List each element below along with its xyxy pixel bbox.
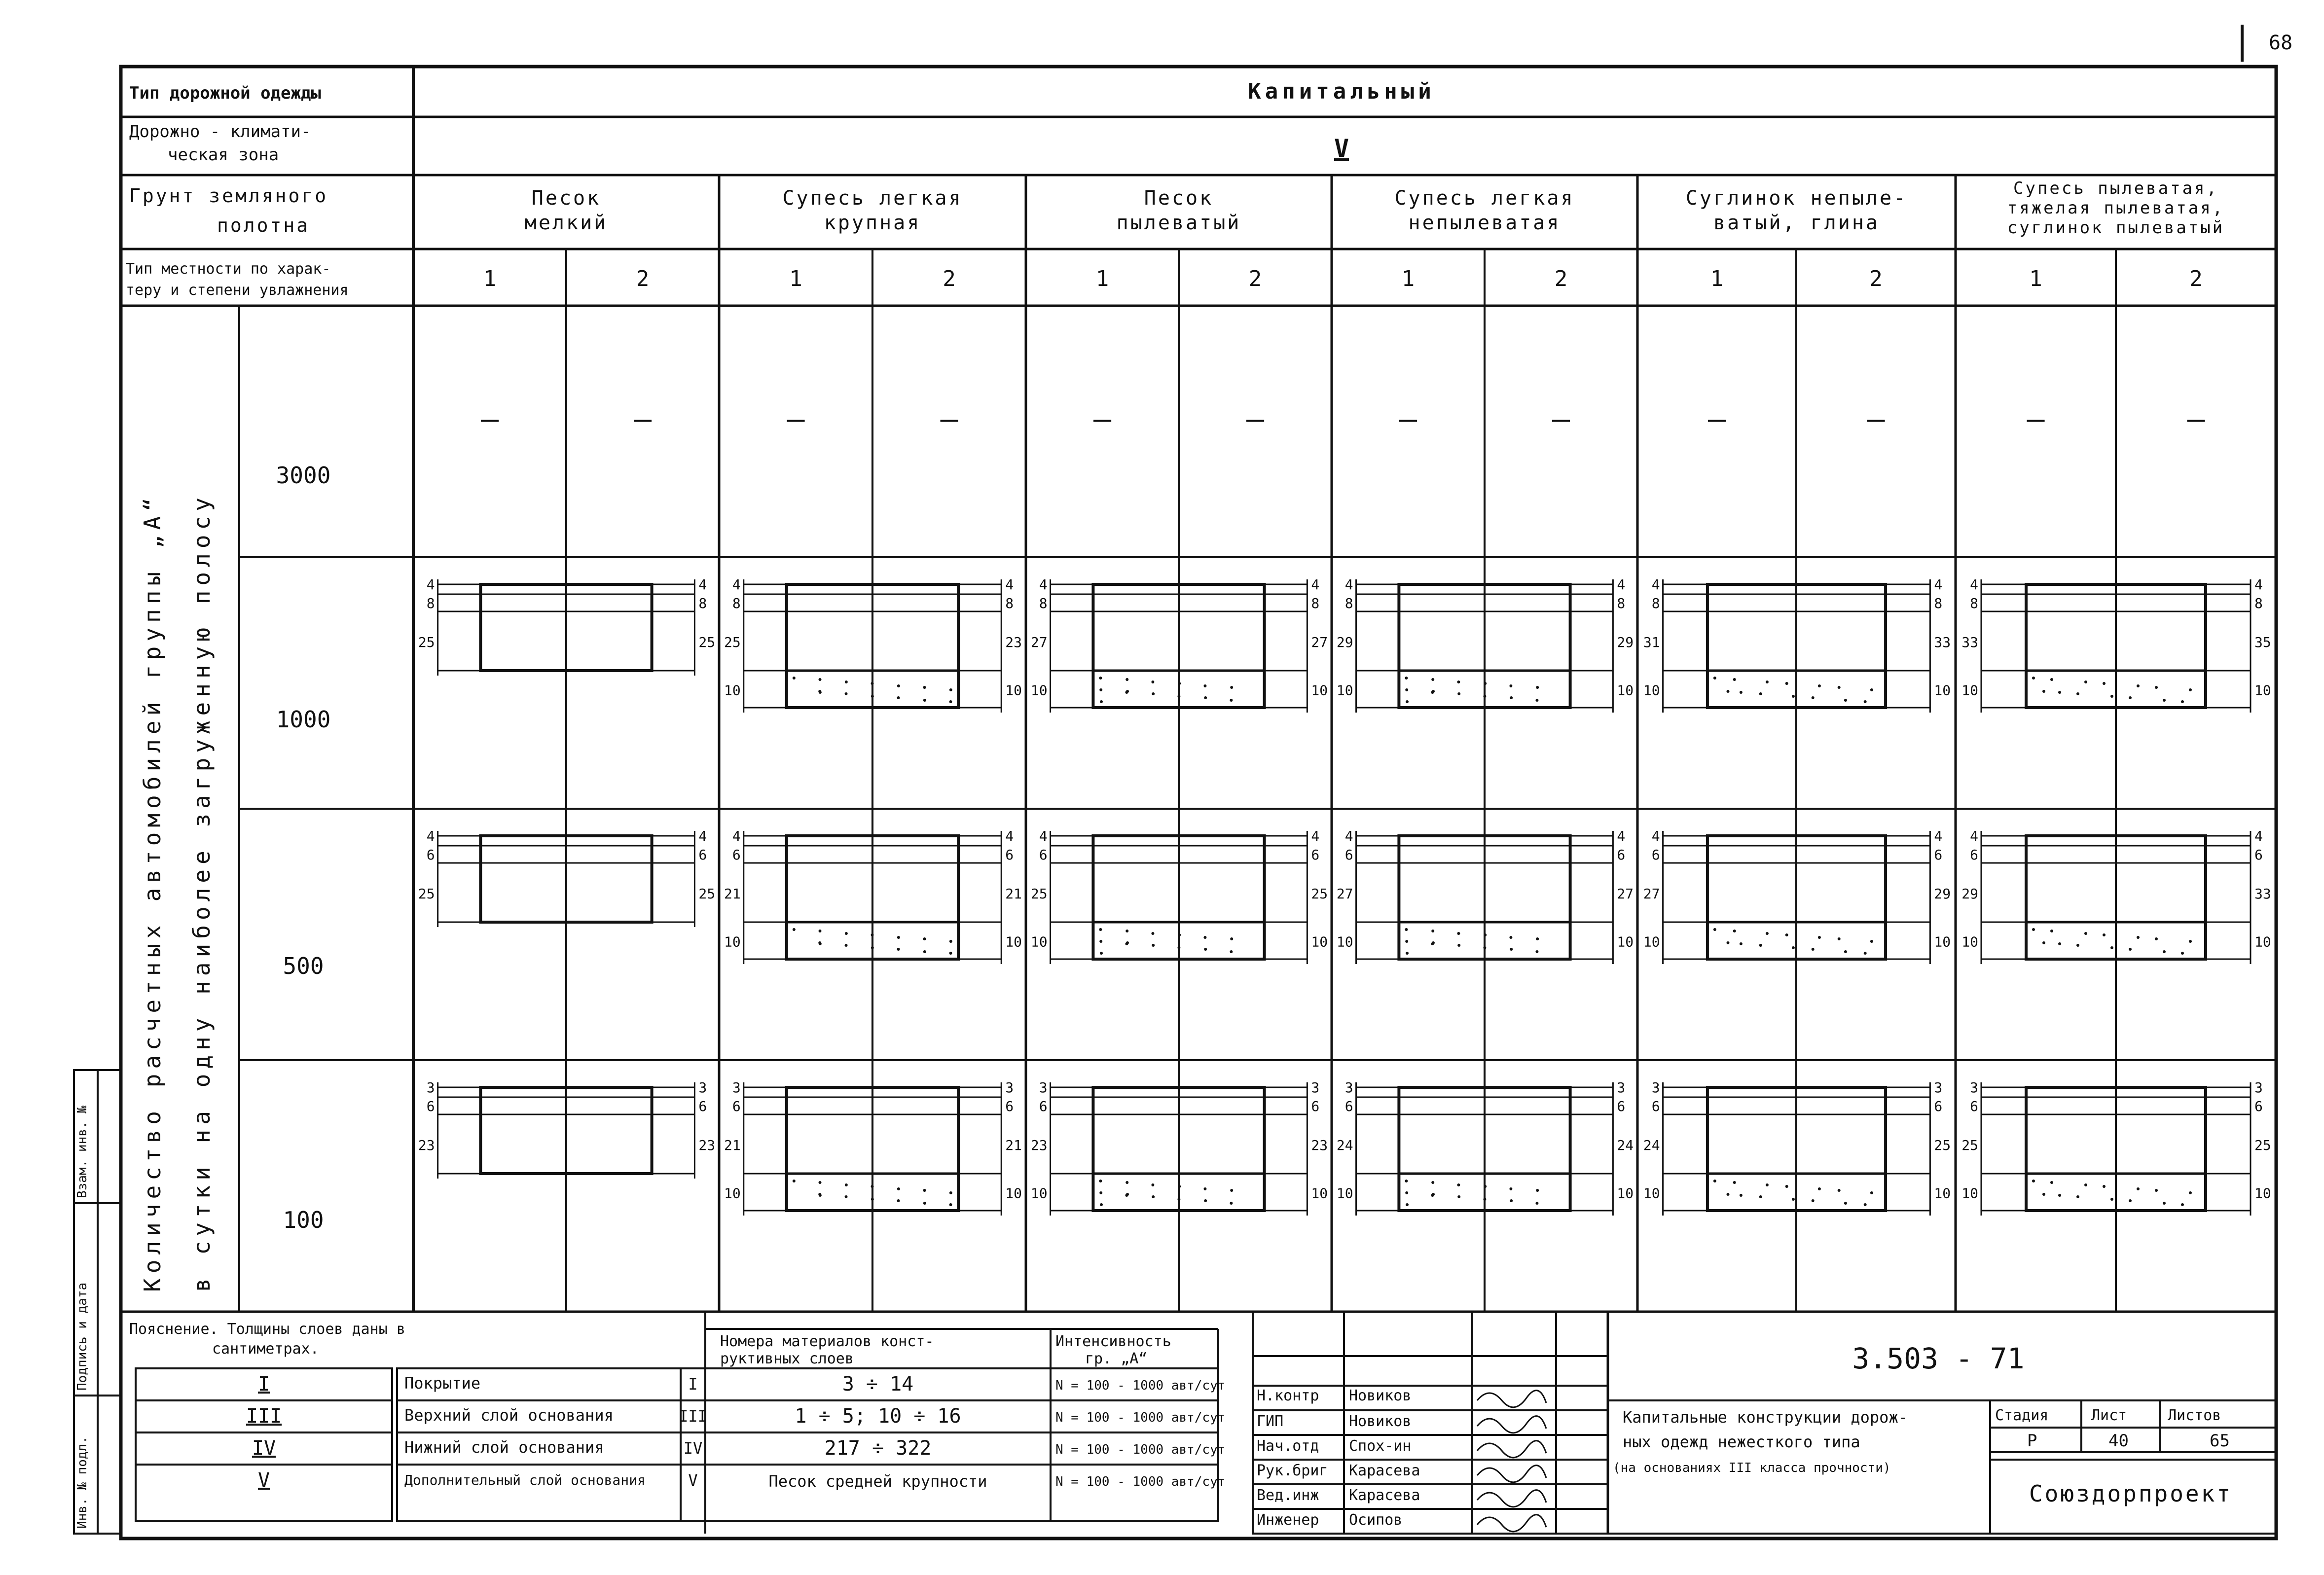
layer-thickness-left: 8 <box>426 595 435 611</box>
header-type-label: Тип дорожной одежды <box>129 83 321 103</box>
layer-thickness-left: 10 <box>1961 933 1978 950</box>
layer-thickness-left: 6 <box>1039 847 1048 863</box>
layer-thickness-left: 10 <box>1643 933 1660 950</box>
layer-thickness-right: 8 <box>698 595 707 611</box>
layer-name: Дополнительный слой основания <box>404 1472 646 1488</box>
header-terrain-label-1: Тип местности по харак- <box>126 260 331 278</box>
layer-thickness-left: 27 <box>1030 634 1048 650</box>
stamp-name: Новиков <box>1349 1387 1412 1404</box>
empty-dash: — <box>1093 402 1112 436</box>
margin-label: Подпись и дата <box>75 1282 90 1391</box>
margin-label: Инв. № подл. <box>75 1436 90 1529</box>
layer-thickness-right: 10 <box>1311 933 1328 950</box>
layer-thickness-left: 10 <box>1643 682 1660 699</box>
layer-thickness-left: 23 <box>418 1137 435 1153</box>
layer-thickness-right: 23 <box>1005 634 1022 650</box>
layer-thickness-right: 8 <box>1934 595 1943 611</box>
layer-thickness-right: 23 <box>1311 1137 1328 1153</box>
layer-roman: V <box>688 1471 698 1490</box>
layer-thickness-right: 4 <box>1617 576 1626 593</box>
stamp-role: Инженер <box>1257 1511 1319 1529</box>
layer-thickness-right: 6 <box>1005 847 1014 863</box>
layer-thickness-left: 25 <box>1030 886 1048 902</box>
layer-thickness-left: 10 <box>1961 1185 1978 1202</box>
layer-thickness-right: 25 <box>2254 1137 2271 1153</box>
layer-thickness-left: 10 <box>1336 1185 1353 1202</box>
layer-thickness-left: 29 <box>1961 886 1978 902</box>
layer-thickness-right: 8 <box>1617 595 1626 611</box>
layer-thickness-right: 6 <box>1005 1098 1014 1114</box>
layer-thickness-left: 4 <box>1344 828 1353 844</box>
layer-thickness-right: 4 <box>1311 828 1320 844</box>
soil-group-label: крупная <box>824 212 921 234</box>
layer-thickness-right: 10 <box>1934 682 1951 699</box>
layer-thickness-left: 31 <box>1643 634 1660 650</box>
note-line2: сантиметрах. <box>212 1340 319 1358</box>
layer-thickness-left: 4 <box>426 576 435 593</box>
layer-thickness-right: 10 <box>2254 1185 2271 1202</box>
layer-thickness-right: 21 <box>1005 886 1022 902</box>
layer-thickness-right: 24 <box>1617 1137 1634 1153</box>
title-line1: Капитальные конструкции дорож- <box>1623 1408 1908 1427</box>
layer-thickness-right: 10 <box>1934 1185 1951 1202</box>
stamp-name: Карасева <box>1349 1487 1420 1504</box>
layer-thickness-right: 21 <box>1005 1137 1022 1153</box>
empty-dash: — <box>2187 402 2205 436</box>
layer-thickness-right: 10 <box>1005 682 1022 699</box>
header-terrain-label-2: теру и степени увлажнения <box>126 282 349 299</box>
layer-thickness-right: 33 <box>2254 886 2271 902</box>
header-zone-label-1: Дорожно - климати- <box>129 122 311 142</box>
soil-group-label: Супесь легкая <box>1394 187 1575 210</box>
layer-thickness-left: 10 <box>1030 933 1048 950</box>
soil-group-label: тяжелая пылеватая, <box>2007 198 2225 218</box>
layer-thickness-left: 4 <box>1039 828 1048 844</box>
sheets-label: Листов <box>2168 1407 2221 1424</box>
layer-thickness-right: 10 <box>1934 933 1951 950</box>
terrain-type-number: 2 <box>636 266 650 291</box>
layer-thickness-left: 4 <box>1344 576 1353 593</box>
main-table-grid <box>121 67 2276 1539</box>
layer-material: 1 ÷ 5; 10 ÷ 16 <box>795 1405 961 1428</box>
layer-thickness-left: 10 <box>1030 682 1048 699</box>
layer-thickness-left: 33 <box>1961 634 1978 650</box>
title-line2: ных одежд нежесткого типа <box>1623 1432 1860 1451</box>
soil-group-label: мелкий <box>524 212 608 234</box>
layer-thickness-left: 6 <box>1651 847 1660 863</box>
layer-thickness-left: 4 <box>1970 828 1978 844</box>
stage-value: Р <box>2027 1431 2037 1451</box>
layer-thickness-right: 3 <box>1005 1079 1014 1096</box>
layer-thickness-left: 4 <box>1651 576 1660 593</box>
intensity-row-label: 1000 <box>276 706 331 733</box>
layer-thickness-left: 25 <box>1961 1137 1978 1153</box>
layer-thickness-left: 6 <box>732 847 741 863</box>
stamp-role: Рук.бриг <box>1257 1462 1328 1479</box>
layer-thickness-right: 4 <box>1311 576 1320 593</box>
layer-thickness-right: 3 <box>1617 1079 1626 1096</box>
layer-thickness-left: 4 <box>426 828 435 844</box>
empty-dash: — <box>1552 402 1570 436</box>
layer-name: Нижний слой основания <box>404 1438 604 1457</box>
layer-thickness-left: 3 <box>1344 1079 1353 1096</box>
doc-number: 3.503 - 71 <box>1852 1342 2025 1375</box>
layer-thickness-right: 10 <box>1617 682 1634 699</box>
layer-thickness-right: 35 <box>2254 634 2271 650</box>
layer-thickness-left: 25 <box>418 886 435 902</box>
layer-thickness-left: 24 <box>1643 1137 1660 1153</box>
layer-thickness-left: 23 <box>1030 1137 1048 1153</box>
legend-symbol: IV <box>252 1437 276 1460</box>
layer-thickness-right: 3 <box>1311 1079 1320 1096</box>
layer-thickness-right: 6 <box>1311 1098 1320 1114</box>
layer-thickness-right: 3 <box>1934 1079 1943 1096</box>
layer-thickness-right: 27 <box>1311 634 1328 650</box>
layer-thickness-left: 4 <box>1039 576 1048 593</box>
sheets-value: 65 <box>2210 1431 2230 1451</box>
side-title-line1: Количество расчетных автомобилей группы „А“ <box>139 493 166 1292</box>
layer-thickness-right: 25 <box>698 634 716 650</box>
left-margin-labels <box>75 1106 90 1529</box>
layer-thickness-left: 8 <box>1651 595 1660 611</box>
soil-group-label: Супесь пылеватая, <box>2013 179 2218 198</box>
layer-thickness-left: 6 <box>426 847 435 863</box>
title-line3: (на основаниях III класса прочности) <box>1613 1461 1891 1475</box>
layer-thickness-right: 6 <box>1617 847 1626 863</box>
layer-thickness-right: 6 <box>1934 847 1943 863</box>
layer-thickness-left: 6 <box>1970 847 1978 863</box>
signature <box>1477 1466 1546 1482</box>
sheet-value: 40 <box>2108 1431 2129 1451</box>
empty-dash: — <box>480 402 499 436</box>
stamp-role: Нач.отд <box>1257 1437 1319 1455</box>
layer-thickness-left: 4 <box>1651 828 1660 844</box>
layer-thickness-left: 10 <box>724 933 741 950</box>
layer-thickness-right: 33 <box>1934 634 1951 650</box>
layer-intensity: N = 100 - 1000 авт/сут <box>1055 1474 1226 1489</box>
layer-thickness-left: 6 <box>732 1098 741 1114</box>
layer-thickness-right: 29 <box>1617 634 1634 650</box>
stamp-name: Спох-ин <box>1349 1437 1412 1455</box>
layer-thickness-right: 4 <box>2254 576 2263 593</box>
terrain-type-number: 1 <box>483 266 497 291</box>
layer-thickness-right: 4 <box>1934 828 1943 844</box>
intensity-row-label: 3000 <box>276 462 331 489</box>
layer-thickness-right: 4 <box>698 828 707 844</box>
terrain-type-number: 1 <box>2029 266 2042 291</box>
layer-thickness-left: 6 <box>1039 1098 1048 1114</box>
layer-thickness-right: 6 <box>1617 1098 1626 1114</box>
layer-thickness-right: 3 <box>2254 1079 2263 1096</box>
layer-name: Покрытие <box>404 1374 481 1393</box>
layer-material: 3 ÷ 14 <box>842 1373 914 1396</box>
materials-head-1: Номера материалов конст- <box>720 1333 934 1350</box>
layer-thickness-right: 25 <box>1934 1137 1951 1153</box>
layer-thickness-right: 4 <box>2254 828 2263 844</box>
layer-thickness-right: 29 <box>1934 886 1951 902</box>
terrain-type-number: 2 <box>1248 266 1262 291</box>
layer-thickness-left: 3 <box>1651 1079 1660 1096</box>
signature <box>1477 1515 1546 1532</box>
layer-thickness-left: 4 <box>732 576 741 593</box>
layer-thickness-left: 25 <box>724 634 741 650</box>
empty-dash: — <box>1399 402 1417 436</box>
layer-thickness-right: 4 <box>698 576 707 593</box>
layer-intensity: N = 100 - 1000 авт/сут <box>1055 1378 1226 1393</box>
layer-roman: IV <box>683 1439 703 1458</box>
layer-thickness-right: 6 <box>698 1098 707 1114</box>
layer-intensity: N = 100 - 1000 авт/сут <box>1055 1442 1226 1457</box>
soil-group-headers <box>525 179 2224 238</box>
terrain-type-number: 1 <box>1710 266 1724 291</box>
layer-thickness-left: 24 <box>1336 1137 1353 1153</box>
intensity-row-label: 500 <box>283 953 324 979</box>
layer-thickness-left: 4 <box>732 828 741 844</box>
layer-thickness-right: 6 <box>1934 1098 1943 1114</box>
layer-thickness-right: 10 <box>1617 1185 1634 1202</box>
layer-thickness-right: 10 <box>1311 1185 1328 1202</box>
layer-thickness-right: 4 <box>1617 828 1626 844</box>
signature <box>1477 1416 1546 1433</box>
layer-thickness-right: 27 <box>1617 886 1634 902</box>
empty-dash: — <box>787 402 805 436</box>
layer-thickness-left: 6 <box>1344 847 1353 863</box>
stamp-role: ГИП <box>1257 1413 1284 1430</box>
layer-thickness-right: 8 <box>2254 595 2263 611</box>
materials-head-2: руктивных слоев <box>720 1350 854 1367</box>
layer-thickness-right: 25 <box>1311 886 1328 902</box>
stamp-name: Карасева <box>1349 1462 1420 1479</box>
margin-label: Взам. инв. № <box>75 1106 90 1198</box>
layer-thickness-left: 10 <box>1643 1185 1660 1202</box>
layer-thickness-right: 10 <box>2254 682 2271 699</box>
layer-thickness-left: 10 <box>1961 682 1978 699</box>
layer-thickness-left: 10 <box>724 1185 741 1202</box>
header-type-value: Капитальный <box>1248 79 1435 104</box>
header-soil-label-2: полотна <box>217 215 310 236</box>
soil-group-label: Супесь легкая <box>782 187 963 210</box>
soil-group-label: Песок <box>1144 187 1214 210</box>
layer-thickness-right: 10 <box>1005 1185 1022 1202</box>
empty-dash: — <box>2027 402 2045 436</box>
layer-intensity: N = 100 - 1000 авт/сут <box>1055 1410 1226 1425</box>
layer-thickness-right: 6 <box>698 847 707 863</box>
empty-dash: — <box>1246 402 1265 436</box>
layer-thickness-right: 10 <box>1005 933 1022 950</box>
soil-group-label: пылеватый <box>1116 212 1241 234</box>
intensity-row-labels <box>276 462 331 1233</box>
layer-thickness-right: 4 <box>1934 576 1943 593</box>
layer-material: 217 ÷ 322 <box>824 1437 932 1460</box>
layer-thickness-left: 8 <box>1970 595 1978 611</box>
header-zone-label-2: ческая зона <box>168 145 279 165</box>
layer-thickness-left: 8 <box>1344 595 1353 611</box>
layer-thickness-left: 10 <box>1030 1185 1048 1202</box>
empty-dash: — <box>1867 402 1885 436</box>
empty-dash: — <box>940 402 958 436</box>
layer-thickness-right: 8 <box>1005 595 1014 611</box>
layer-thickness-right: 4 <box>1005 828 1014 844</box>
layer-thickness-right: 8 <box>1311 595 1320 611</box>
organization: Союздорпроект <box>2029 1480 2233 1507</box>
intensity-head-2: гр. „А“ <box>1085 1350 1148 1367</box>
soil-group-label: суглинок пылеватый <box>2007 218 2225 238</box>
terrain-type-number: 2 <box>2189 266 2203 291</box>
stamp-role: Вед.инж <box>1257 1487 1319 1504</box>
stamp-name: Новиков <box>1349 1413 1412 1430</box>
empty-dash: — <box>1707 402 1726 436</box>
layer-thickness-left: 3 <box>1039 1079 1048 1096</box>
intensity-head-1: Интенсивность <box>1055 1333 1171 1350</box>
stamp-role: Н.контр <box>1257 1387 1319 1404</box>
terrain-type-number: 2 <box>1869 266 1883 291</box>
layer-thickness-left: 3 <box>426 1079 435 1096</box>
layer-thickness-left: 3 <box>1970 1079 1978 1096</box>
layer-thickness-left: 8 <box>732 595 741 611</box>
legend-symbol: I <box>257 1373 270 1396</box>
stamp-name: Осипов <box>1349 1511 1403 1529</box>
layer-thickness-left: 4 <box>1970 576 1978 593</box>
layer-thickness-left: 6 <box>1970 1098 1978 1114</box>
terrain-type-numbers <box>483 266 2203 291</box>
layer-thickness-right: 10 <box>2254 933 2271 950</box>
layer-thickness-right: 10 <box>1311 682 1328 699</box>
soil-group-label: ватый, глина <box>1713 212 1880 234</box>
side-title-line2: в сутки на одну наиболее загруженную полосу <box>188 493 215 1292</box>
terrain-type-number: 2 <box>1554 266 1568 291</box>
layer-thickness-left: 10 <box>724 682 741 699</box>
layer-thickness-right: 6 <box>1311 847 1320 863</box>
layer-thickness-right: 6 <box>2254 847 2263 863</box>
terrain-type-number: 1 <box>1095 266 1109 291</box>
layer-thickness-right: 10 <box>1617 933 1634 950</box>
header-soil-label-1: Грунт земляного <box>129 185 328 207</box>
layer-thickness-left: 21 <box>724 886 741 902</box>
legend-symbol: V <box>257 1469 270 1492</box>
layer-thickness-left: 3 <box>732 1079 741 1096</box>
terrain-type-number: 2 <box>943 266 956 291</box>
stage-label: Стадия <box>1995 1407 2049 1424</box>
layer-thickness-right: 6 <box>2254 1098 2263 1114</box>
signature <box>1477 1441 1546 1458</box>
layer-thickness-left: 6 <box>426 1098 435 1114</box>
layer-thickness-left: 10 <box>1336 682 1353 699</box>
note-line1: Пояснение. Толщины слоев даны в <box>129 1321 405 1338</box>
terrain-type-number: 1 <box>1401 266 1415 291</box>
layer-thickness-left: 6 <box>1344 1098 1353 1114</box>
signature <box>1477 1490 1546 1507</box>
layer-thickness-left: 27 <box>1643 886 1660 902</box>
terrain-type-number: 1 <box>789 266 802 291</box>
layer-thickness-left: 6 <box>1651 1098 1660 1114</box>
layer-thickness-left: 10 <box>1336 933 1353 950</box>
page-number: 68 <box>2269 32 2293 54</box>
sheet-label: Лист <box>2091 1407 2127 1424</box>
layer-thickness-right: 3 <box>698 1079 707 1096</box>
layer-thickness-left: 29 <box>1336 634 1353 650</box>
layer-thickness-left: 27 <box>1336 886 1353 902</box>
layer-thickness-left: 21 <box>724 1137 741 1153</box>
layer-thickness-right: 4 <box>1005 576 1014 593</box>
layer-thickness-left: 25 <box>418 634 435 650</box>
layer-roman: I <box>688 1375 698 1394</box>
soil-group-label: Суглинок непыле- <box>1685 187 1908 210</box>
soil-group-label: непылеватая <box>1408 212 1561 234</box>
legend-symbol: III <box>246 1405 282 1428</box>
layer-material: Песок средней крупности <box>768 1472 987 1491</box>
layer-thickness-left: 8 <box>1039 595 1048 611</box>
soil-group-label: Песок <box>531 187 601 210</box>
layer-name: Верхний слой основания <box>404 1406 614 1425</box>
header-zone-value: V <box>1334 134 1349 163</box>
intensity-row-label: 100 <box>283 1207 324 1233</box>
signature <box>1477 1391 1546 1407</box>
layer-thickness-right: 23 <box>698 1137 716 1153</box>
layer-roman: III <box>679 1407 707 1426</box>
layer-thickness-right: 25 <box>698 886 716 902</box>
empty-dash: — <box>633 402 652 436</box>
